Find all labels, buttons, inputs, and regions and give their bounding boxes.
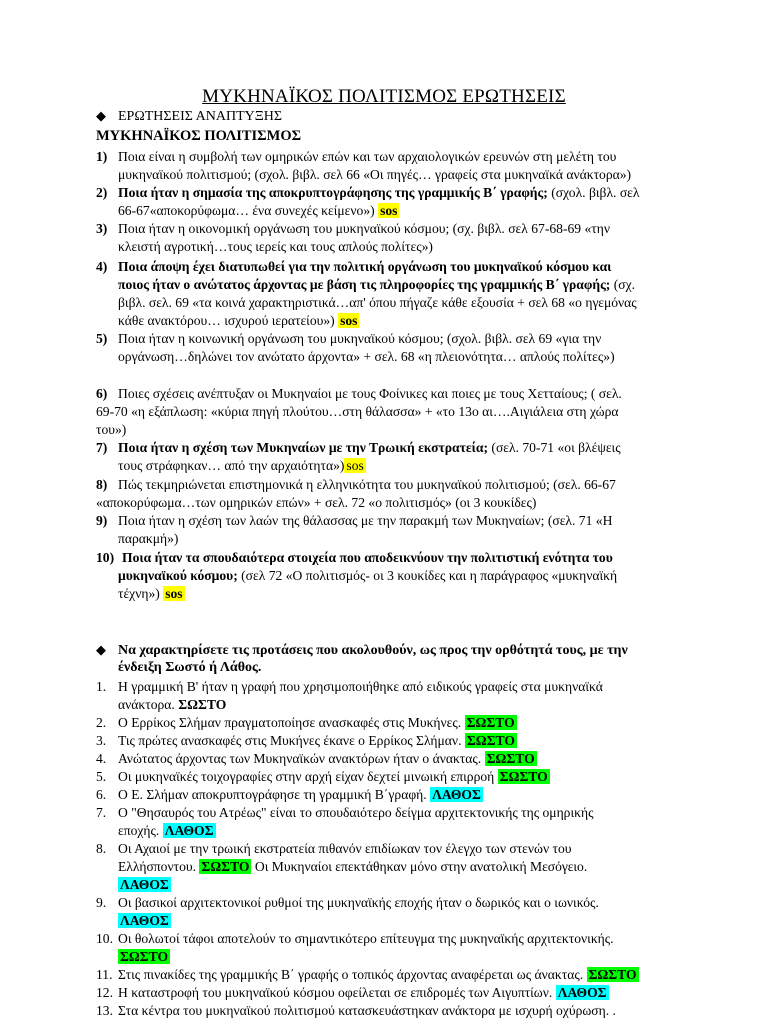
statement-number: 8. (96, 841, 107, 856)
statement-text (118, 966, 639, 984)
question-text (118, 585, 185, 603)
statement-text: εποχής. (118, 823, 160, 838)
answer-badge: ΛΑΘΟΣ (557, 985, 607, 1000)
question-text: παρακμή») (118, 531, 179, 546)
answer-badge: ΣΩΣΤΟ (486, 751, 535, 766)
statement-number: 12. (96, 985, 113, 1000)
section-heading-true-false (96, 642, 628, 659)
question-reference: (σελ. 70-71 «οι βλέψεις (488, 440, 621, 455)
diamond-bullet-icon: ◆ (96, 642, 106, 657)
question-number: 6) (96, 386, 108, 401)
question-text: Ποια ήταν η οικονομική οργάνωση του μυκηναϊκού κόσμου; (σχ. βιβλ. σελ 67-68-69 «την (118, 221, 610, 236)
answer-badge: ΣΩΣΤΟ (201, 859, 250, 874)
answer-badge: ΛΑΘΟΣ (432, 787, 481, 802)
question-text: οργάνωση…δηλώνει τον ανώτατο άρχοντα» + σελ. 68 «η πλειονότητα… απλούς πολίτες») (118, 349, 615, 364)
statement-text: Στις πινακίδες της γραμμικής Β΄ γραφής ο τοπικός άρχοντας αναφέρεται ως άνακτας. (118, 967, 584, 982)
answer-badge: ΣΩΣΤΟ (588, 967, 637, 982)
statement-number: 1. (96, 679, 107, 694)
question-text: βιβλ. σελ. 69 «τα κοινά χαρακτηριστικά…απ' όπου πήγαζε κάθε εξουσία + σελ 68 «ο ηγεμόνας (118, 295, 637, 310)
question-text: «αποκορύφωμα…των ομηρικών επών» + σελ. 72 «ο πολιτισμός» (οι 3 κουκίδες) (96, 495, 537, 510)
statement-text (118, 732, 517, 750)
statement-text (118, 876, 171, 894)
question-bold-text: Ποια άποψη έχει διατυπωθεί για την πολιτική οργάνωση του μυκηναϊκού κόσμου και (118, 259, 612, 274)
statement-text (118, 714, 517, 732)
question-reference: (σελ 72 «Ο πολιτισμός- οι 3 κουκίδες και η παράγραφος «μυκηναϊκή (237, 568, 618, 583)
statement-number: 11. (96, 967, 113, 982)
sos-badge: sos (165, 586, 183, 601)
question-number: 5) (96, 331, 108, 346)
question-text: Ποιες σχέσεις ανέπτυξαν οι Μυκηναίοι με τους Φοίνικες και ποιες με τους Χετταίους; ( σελ. (118, 386, 622, 401)
statement-text: Ο Ερρίκος Σλήμαν πραγματοποίησε ανασκαφές στις Μυκήνες. (118, 715, 462, 730)
question-number: 2) (96, 185, 108, 200)
answer-badge: ΣΩΣΤΟ (499, 769, 548, 784)
statement-text: Η καταστροφή του μυκηναϊκού κόσμου οφείλεται σε επιδρομές των Αιγυπτίων. (118, 985, 553, 1000)
statement-text: Οι μυκηναϊκές τοιχογραφίες στην αρχή είχαν δεχτεί μινωική επιρροή (118, 769, 495, 784)
statement-text: Ελλήσποντου. (118, 859, 196, 874)
answer-badge: ΛΑΘΟΣ (120, 913, 169, 928)
statement-number: 9. (96, 895, 107, 910)
question-reference: 66-67«αποκορύφωμα… ένα συνεχές κείμενο») (118, 203, 375, 218)
page-title: ΜΥΚΗΝΑΪΚΟΣ ΠΟΛΙΤΙΣΜΟΣ ΕΡΩΤΗΣΕΙΣ (202, 86, 566, 107)
question-text (118, 312, 359, 330)
question-number: 4) (96, 259, 108, 274)
statement-text: Ο Ε. Σλήμαν αποκρυπτογράφησε τη γραμμική Β΄γραφή. (118, 787, 427, 802)
statement-text: Οι βασικοί αρχιτεκτονικοί ρυθμοί της μυκηναϊκής εποχής ήταν ο δωρικός και ο ιωνικός. (118, 895, 599, 910)
statement-number: 5. (96, 769, 107, 784)
section-heading-label: ένδειξη Σωστό ή Λάθος. (118, 660, 262, 675)
question-bold-text: Ποια ήταν η σημασία της αποκρυπτογράφησης της γραμμικής Β΄ γραφής; (118, 185, 548, 200)
question-bold-text: ποιος ήταν ο ανώτατος άρχοντας με βάση τις πληροφορίες της γραμμικής Β΄ γραφής; (118, 277, 611, 292)
statement-text: Ανώτατος άρχοντας των Μυκηναϊκών ανακτόρων ήταν ο άνακτας. (118, 751, 482, 766)
answer-label: ΣΩΣΤΟ (178, 697, 227, 712)
statement-text (118, 822, 216, 840)
section-heading-label: ΕΡΩΤΗΣΕΙΣ ΑΝΑΠΤΥΞΗΣ (118, 109, 283, 124)
statement-text: Οι Αχαιοί με την τρωική εκστρατεία πιθανόν επιδίωκαν τον έλεγχο των στενών του (118, 841, 572, 856)
question-number: 9) (96, 513, 108, 528)
question-text: Ποια ήταν η σχέση των λαών της θάλασσας με την παρακμή των Μυκηναίων; (σελ. 71 «Η (118, 513, 613, 528)
answer-badge: ΣΩΣΤΟ (466, 733, 515, 748)
question-text: του») (96, 422, 127, 437)
question-reference: τους στράφηκαν… από την αρχαιότητα») (118, 458, 345, 473)
answer-badge: ΛΑΘΟΣ (120, 877, 169, 892)
question-text (118, 439, 621, 457)
statement-text: Στα κέντρα του μυκηναϊκού πολιτισμού κατασκευάστηκαν ανάκτορα με ισχυρή οχύρωση. . (118, 1003, 616, 1018)
statement-text: Η γραμμική Β' ήταν η γραφή που χρησιμοποιήθηκε από ειδικούς γραφείς στα μυκηναϊκά (118, 679, 603, 694)
diamond-bullet-icon: ◆ (96, 108, 106, 123)
answer-badge: ΛΑΘΟΣ (164, 823, 214, 838)
section-heading-label: Να χαρακτηρίσετε τις προτάσεις που ακολουθούν, ως προς την ορθότητά τους, με την (118, 643, 628, 658)
question-text: μυκηναϊκού πολιτισμού; (σχολ. βιβλ. σελ 66 «Οι πηγές… γραφείς στα μυκηναϊκά ανάκτορα») (118, 167, 632, 182)
question-bold-text: Ποια ήταν η σχέση των Μυκηναίων με την Τρωική εκστρατεία; (118, 440, 489, 455)
statement-text (118, 768, 550, 786)
statement-text (118, 948, 170, 966)
question-number: 1) (96, 149, 108, 164)
question-text (118, 457, 366, 475)
question-text (118, 276, 635, 294)
sos-badge: sos (346, 458, 364, 473)
question-text: 69-70 «η εξάπλωση: «κύρια πηγή πλούτου…στη θάλασσα» + «το 13ο αι….Αιγιάλεια στη χώρα (96, 404, 619, 419)
statement-number: 7. (96, 805, 107, 820)
answer-badge: ΣΩΣΤΟ (466, 715, 515, 730)
statement-number: 6. (96, 787, 107, 802)
subsection-heading: ΜΥΚΗΝΑΪΚΟΣ ΠΟΛΙΤΙΣΜΟΣ (96, 128, 302, 144)
statement-text (118, 912, 171, 930)
question-reference: κάθε ανακτόρου… ισχυρού ιερατείου») (118, 313, 335, 328)
question-number: 3) (96, 221, 108, 236)
statement-text (118, 786, 483, 804)
statement-number: 3. (96, 733, 107, 748)
question-text: κλειστή αγροτική…τους ιερείς και τους απλούς πολίτες») (118, 239, 433, 254)
question-number: 8) (96, 477, 108, 492)
question-number: 10) (96, 550, 115, 565)
question-number: 7) (96, 440, 108, 455)
statement-text (118, 984, 609, 1002)
question-text: Πώς τεκμηριώνεται επιστημονικά η ελληνικότητα του μυκηναϊκού πολιτισμού; (σελ. 66-67 (118, 477, 616, 492)
question-text (118, 184, 639, 202)
question-text: Ποια είναι η συμβολή των ομηρικών επών και των αρχαιολογικών ερευνών στη μελέτη του (118, 149, 617, 164)
statement-number: 10. (96, 931, 113, 946)
question-reference: (σχ. (610, 277, 636, 292)
section-heading-essay (96, 108, 282, 125)
question-text: Ποια ήταν η κοινωνική οργάνωση του μυκηναϊκού κόσμου; (σχολ. βιβλ. σελ 69 «για την (118, 331, 602, 346)
statement-number: 13. (96, 1003, 113, 1018)
statement-text (118, 696, 226, 714)
sos-badge: sos (340, 313, 358, 328)
statement-text: Οι Μυκηναίοι επεκτάθηκαν μόνο στην ανατολική Μεσόγειο. (254, 859, 588, 874)
question-text (118, 567, 617, 585)
statement-text: Τις πρώτες ανασκαφές στις Μυκήνες έκανε ο Ερρίκος Σλήμαν. (118, 733, 462, 748)
statement-text: Ο "Θησαυρός του Ατρέως" είναι το σπουδαιότερο δείγμα αρχιτεκτονικής της ομηρικής (118, 805, 594, 820)
answer-badge: ΣΩΣΤΟ (120, 949, 169, 964)
statement-text: Οι θολωτοί τάφοι αποτελούν το σημαντικότερο επίτευγμα της μυκηναϊκής αρχιτεκτονικής. (118, 931, 614, 946)
question-reference: (σχολ. βιβλ. σελ (547, 185, 640, 200)
statement-number: 4. (96, 751, 107, 766)
question-bold-text: μυκηναϊκού κόσμου; (118, 568, 238, 583)
statement-number: 2. (96, 715, 107, 730)
question-text (118, 202, 399, 220)
statement-text (118, 858, 587, 876)
statement-text: ανάκτορα. (118, 697, 175, 712)
sos-badge: sos (380, 203, 398, 218)
statement-text (118, 750, 537, 768)
question-reference: τέχνη») (118, 586, 160, 601)
question-bold-text: Ποια ήταν τα σπουδαιότερα στοιχεία που αποδεικνύουν την πολιτιστική ενότητα του (122, 550, 613, 565)
